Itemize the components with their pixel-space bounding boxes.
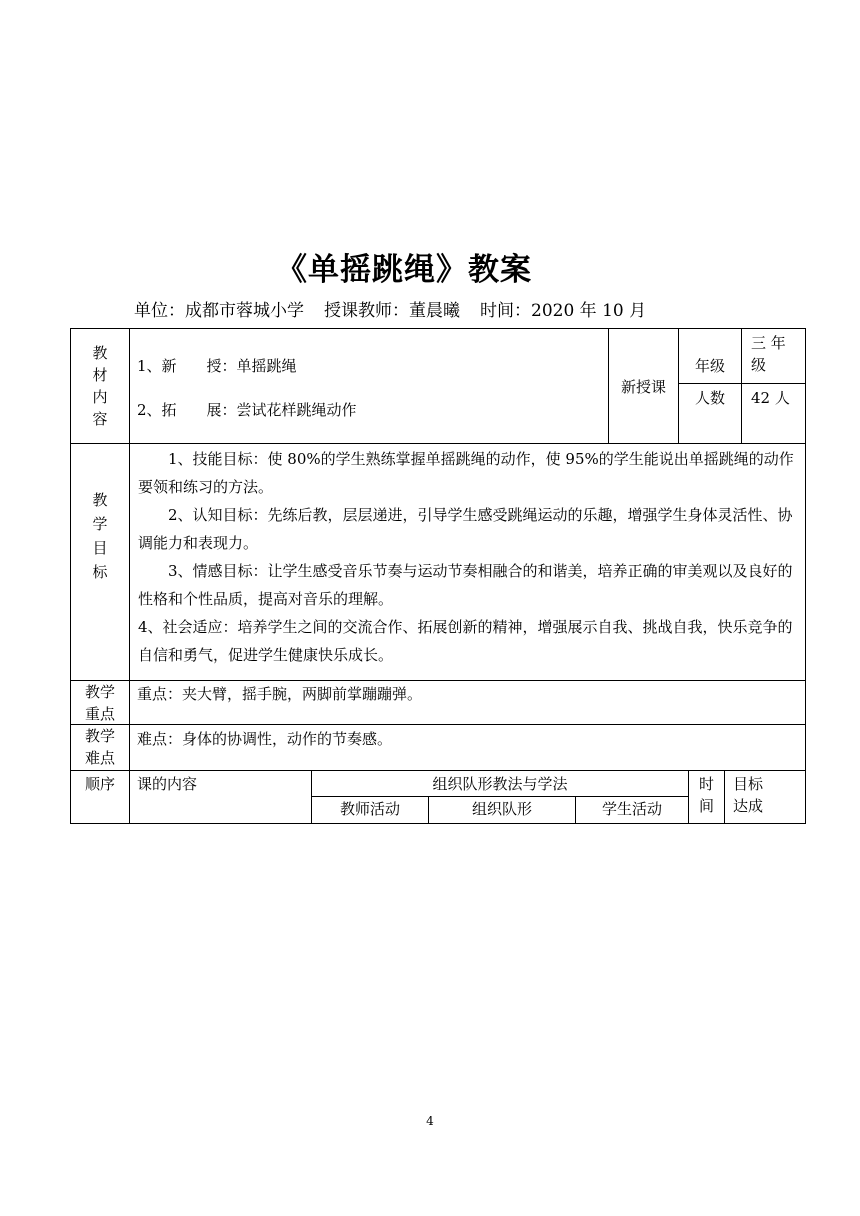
header-teacher-activity: 教师活动 <box>339 800 400 818</box>
difficulty-text: 难点：身体的协调性，动作的节奏感。 <box>137 730 393 748</box>
table-border-bottom <box>70 823 806 824</box>
material-item-1: 1、新 授：单摇跳绳 <box>137 357 297 375</box>
grade-value: 三 年 级 <box>751 334 786 374</box>
count-label: 人数 <box>694 389 725 407</box>
header-order: 顺序 <box>84 775 115 793</box>
table-border-top <box>70 328 806 329</box>
row-line <box>70 770 806 771</box>
objectives-label: 教 学 目 标 <box>92 491 108 581</box>
row-line <box>70 724 806 725</box>
row-line <box>678 383 806 384</box>
unit-text: 单位：成都市蓉城小学 <box>134 301 304 321</box>
objective-skill: 1、技能目标：使 80%的学生熟练掌握单摇跳绳的动作，使 95%的学生能说出单摇跳绳的动作要领和练习的方法。 <box>138 450 794 496</box>
header-content: 课的内容 <box>137 775 198 793</box>
col-line <box>678 328 679 443</box>
row-line <box>70 680 806 681</box>
header-student-activity: 学生活动 <box>601 800 662 818</box>
header-methods: 组织队形教法与学法 <box>432 775 568 793</box>
objective-emotional: 3、情感目标：让学生感受音乐节奏与运动节奏相融合的和谐美，培养正确的审美观以及良好的性格和个性品质，提高对音乐的理解。 <box>138 562 793 608</box>
col-line <box>724 770 725 823</box>
material-label: 教 材 内 容 <box>92 344 108 428</box>
key-point-label: 教学 重点 <box>84 683 115 723</box>
key-point-text: 重点：夹大臂，摇手腕，两脚前掌蹦蹦弹。 <box>137 685 423 703</box>
meta-line <box>134 296 646 321</box>
page-number: 4 <box>426 1114 434 1128</box>
time-text: 时间：2020 年 10 月 <box>480 301 647 321</box>
material-item-2: 2、拓 展：尝试花样跳绳动作 <box>137 401 357 419</box>
objective-cognitive: 2、认知目标：先练后教，层层递进，引导学生感受跳绳运动的乐趣，增强学生身体灵活性、协调能力和表现力。 <box>138 506 793 552</box>
objective-social: 4、社会适应：培养学生之间的交流合作、拓展创新的精神，增强展示自我、挑战自我，快乐竞争的自信和勇气，促进学生健康快乐成长。 <box>138 618 793 664</box>
teacher-text: 授课教师：董晨曦 <box>324 301 460 321</box>
grade-label: 年级 <box>694 357 725 375</box>
difficulty-label: 教学 难点 <box>84 727 115 767</box>
objectives-text <box>138 445 802 669</box>
col-line <box>741 328 742 443</box>
col-line <box>129 328 130 823</box>
header-formation: 组织队形 <box>471 800 532 818</box>
row-line <box>311 796 688 797</box>
row-line <box>70 443 806 444</box>
lesson-type: 新授课 <box>620 378 666 396</box>
page-title: 《单摇跳绳》教案 <box>276 252 532 288</box>
header-time: 时 间 <box>698 775 714 815</box>
table-border-right <box>805 328 806 823</box>
count-value: 42 人 <box>751 389 790 407</box>
header-goal: 目标 达成 <box>733 775 764 815</box>
